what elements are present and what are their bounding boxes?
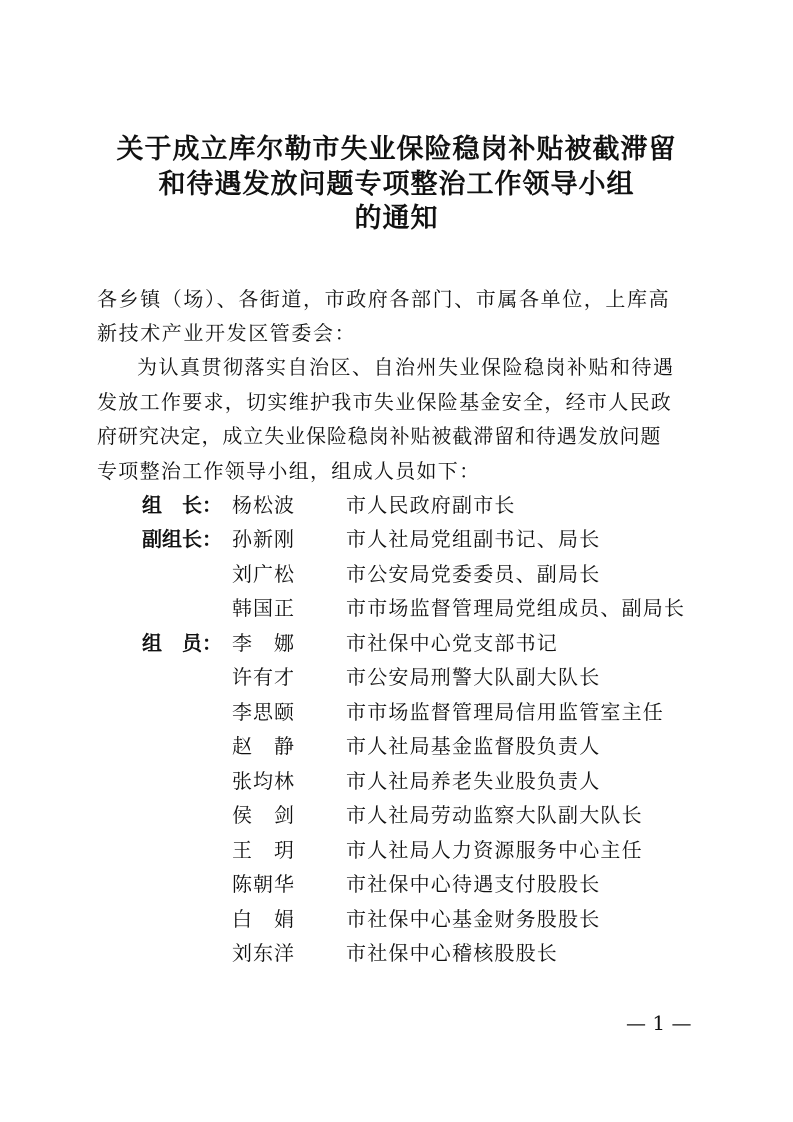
member-name: 李 娜 (232, 631, 295, 655)
role-member-label: 组 员： (142, 631, 222, 655)
document-title-line-1: 关于成立库尔勒市失业保险稳岗补贴被截滞留 (116, 134, 677, 165)
member-row (0, 660, 793, 695)
member-position: 市社保中心待遇支付股股长 (346, 872, 601, 896)
member-name: 张均林 (232, 769, 295, 793)
member-name: 杨松波 (232, 493, 295, 517)
member-name: 孙新刚 (232, 527, 295, 551)
document-title-line-2: 和待遇发放问题专项整治工作领导小组 (158, 169, 635, 200)
member-row (0, 488, 793, 523)
member-name: 刘广松 (232, 562, 295, 586)
member-position: 市人社局人力资源服务中心主任 (346, 838, 643, 862)
member-position: 市人社局劳动监察大队副大队长 (346, 803, 643, 827)
member-name: 侯 剑 (232, 803, 295, 827)
member-position: 市社保中心基金财务股股长 (346, 907, 601, 931)
member-name: 许有才 (232, 665, 295, 689)
member-row (0, 557, 793, 592)
member-position: 市公安局党委委员、副局长 (346, 562, 601, 586)
member-position: 市人社局养老失业股负责人 (346, 769, 601, 793)
body-line-4: 专项整治工作领导小组，组成人员如下： (97, 459, 481, 483)
member-position: 市公安局刑警大队副大队长 (346, 665, 601, 689)
member-row (0, 902, 793, 937)
role-leader-label: 组 长： (142, 493, 222, 517)
member-name: 刘东洋 (232, 941, 295, 965)
member-name: 白 娟 (232, 907, 295, 931)
member-name: 王 玥 (232, 838, 295, 862)
member-row (0, 695, 793, 730)
document-title-line-3: 的通知 (354, 203, 439, 234)
addressee-line-2: 新技术产业开发区管委会： (97, 321, 357, 345)
role-deputy-label: 副组长： (142, 527, 222, 551)
body-line-2: 发放工作要求，切实维护我市失业保险基金安全，经市人民政 (97, 390, 673, 414)
member-position: 市市场监督管理局信用监管室主任 (346, 700, 664, 724)
member-position: 市社保中心党支部书记 (346, 631, 558, 655)
member-row (0, 798, 793, 833)
member-position: 市人社局基金监督股负责人 (346, 734, 601, 758)
member-row (0, 936, 793, 971)
member-row (0, 729, 793, 764)
member-position: 市市场监督管理局党组成员、副局长 (346, 596, 686, 620)
body-line-3: 府研究决定，成立失业保险稳岗补贴被截滞留和待遇发放问题 (97, 424, 662, 448)
addressee-line-1: 各乡镇（场）、各街道，市政府各部门、市属各单位，上库高 (97, 287, 671, 311)
member-position: 市社保中心稽核股股长 (346, 941, 558, 965)
member-name: 赵 静 (232, 734, 295, 758)
member-row (0, 833, 793, 868)
member-row (0, 591, 793, 626)
page-number: — 1 — (626, 1011, 692, 1035)
body-line-1: 为认真贯彻落实自治区、自治州失业保险稳岗补贴和待遇 (137, 355, 675, 379)
member-row (0, 867, 793, 902)
member-row (0, 764, 793, 799)
member-name: 陈朝华 (232, 872, 295, 896)
member-position: 市人社局党组副书记、局长 (346, 527, 601, 551)
member-name: 韩国正 (232, 596, 295, 620)
member-name: 李思颐 (232, 700, 295, 724)
member-row (0, 522, 793, 557)
member-position: 市人民政府副市长 (346, 493, 516, 517)
member-row (0, 626, 793, 661)
